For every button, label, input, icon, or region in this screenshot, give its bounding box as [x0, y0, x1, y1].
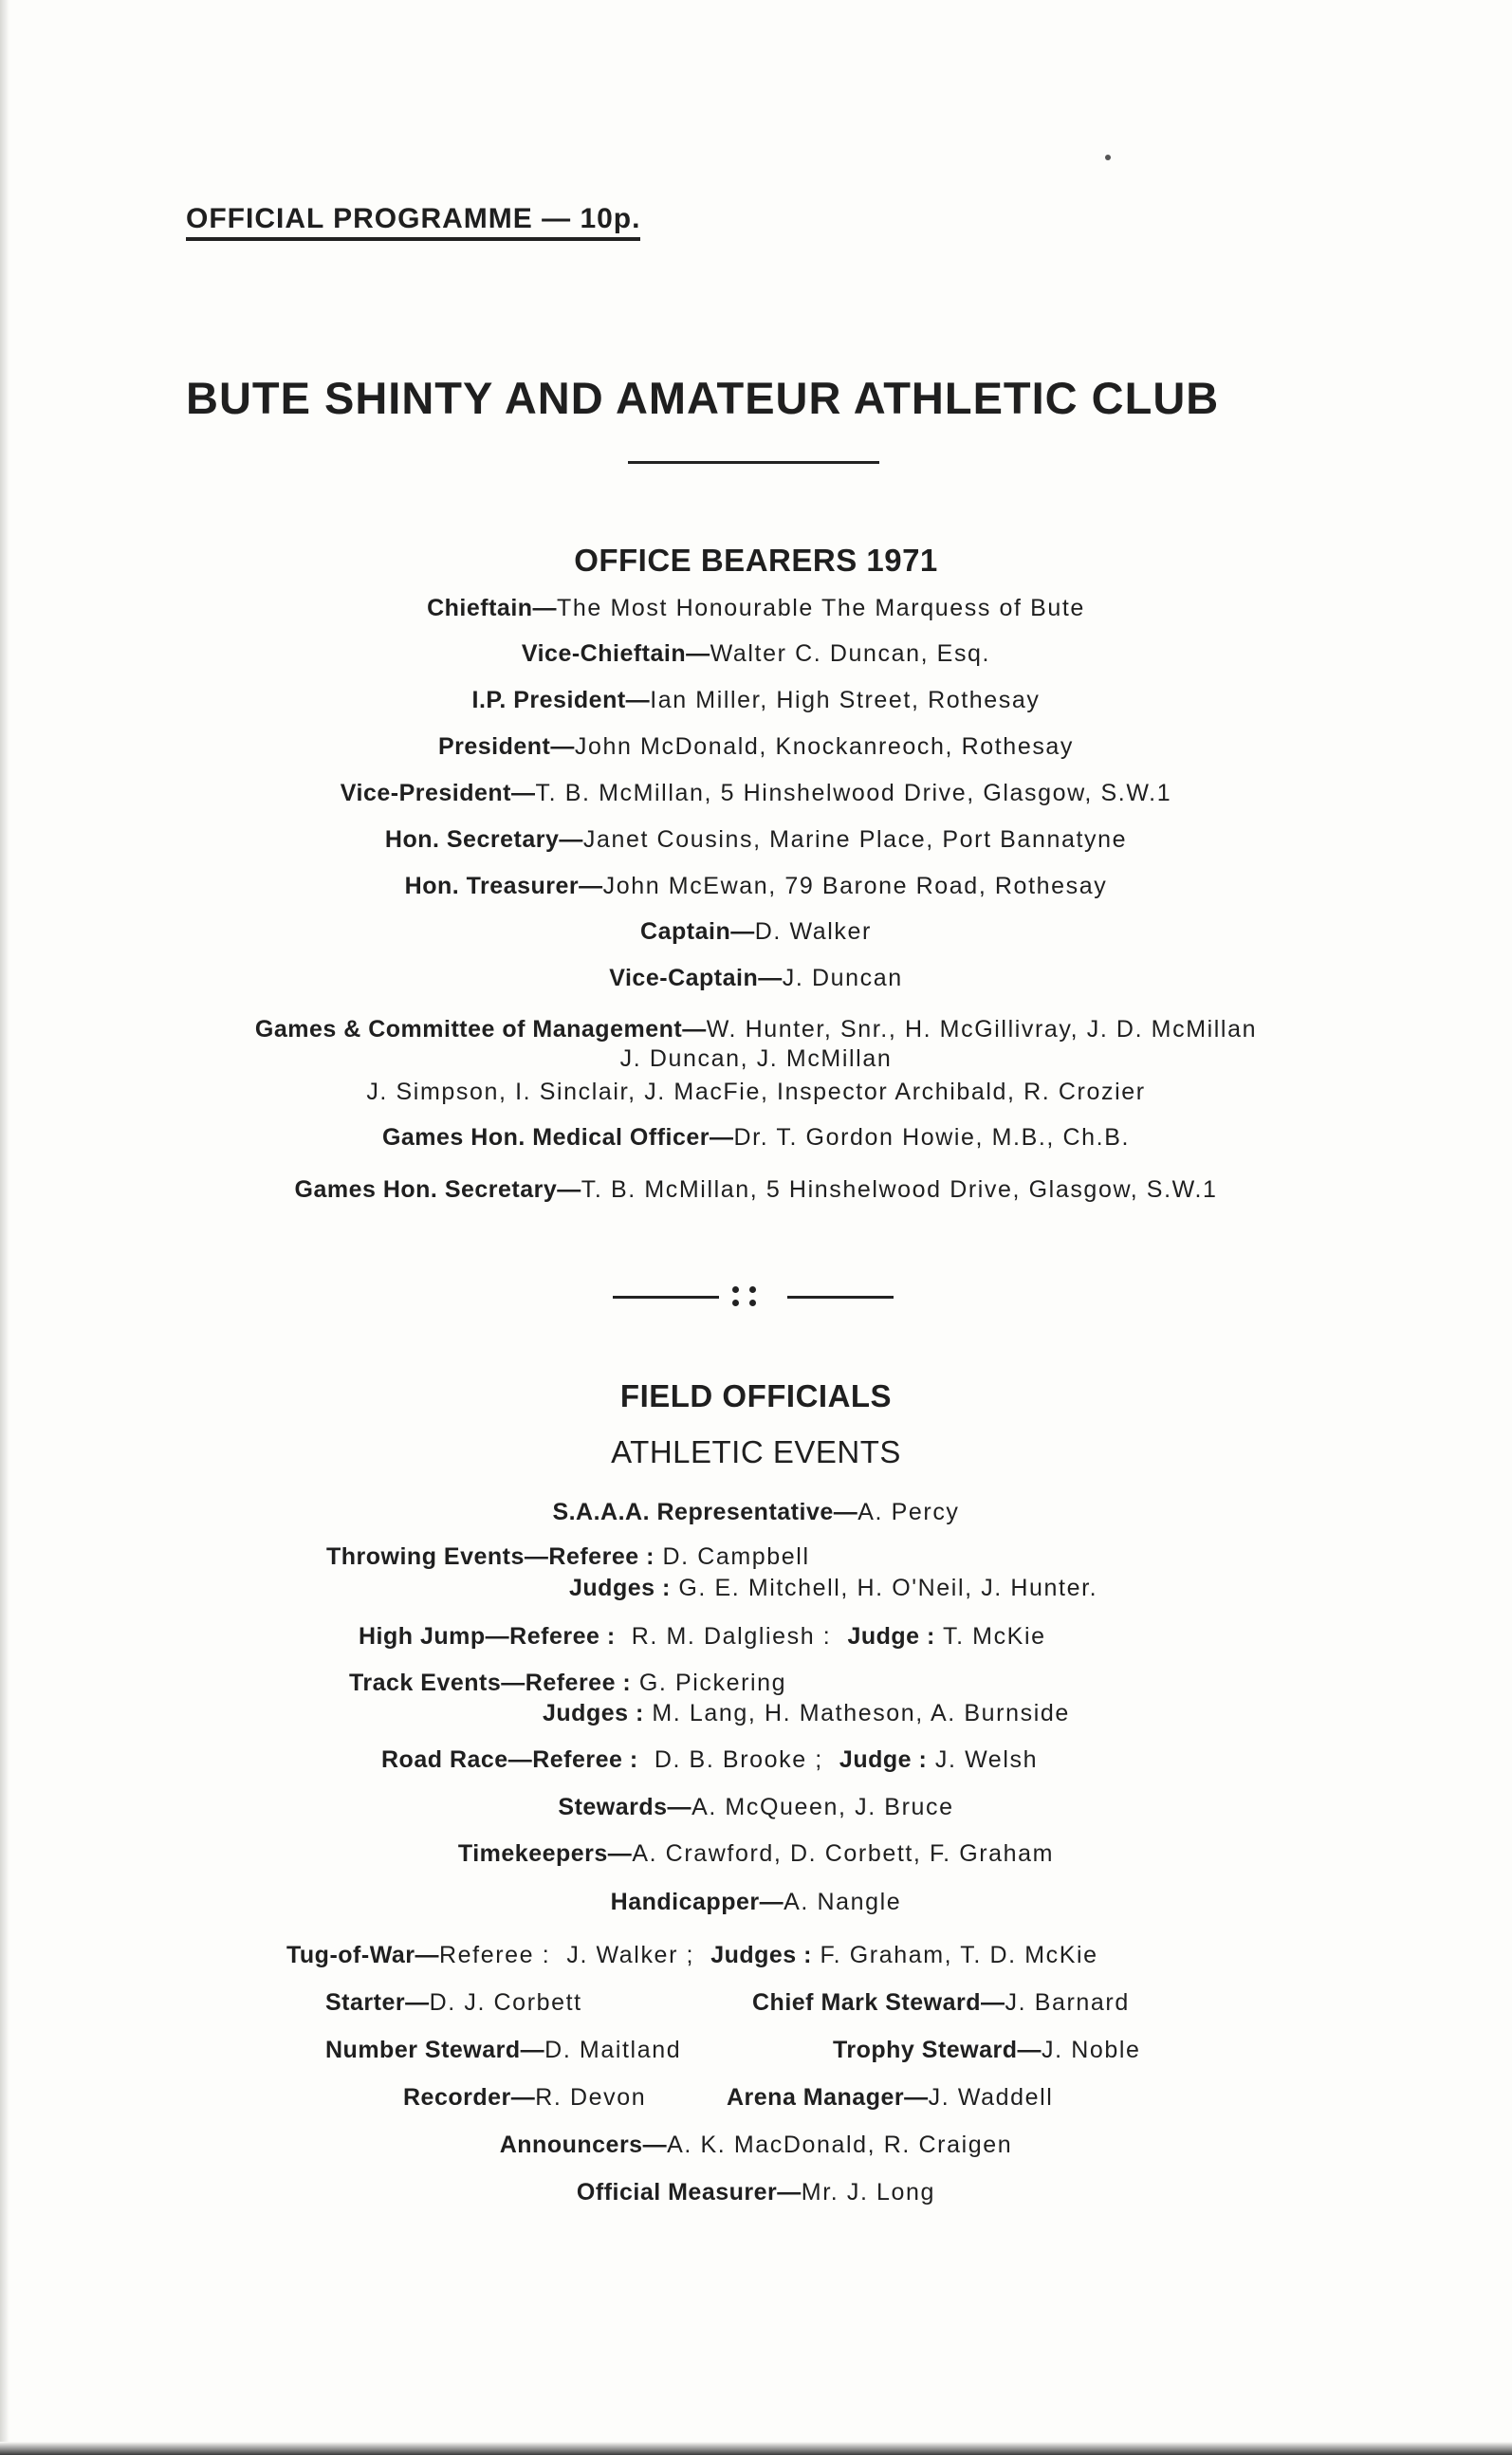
saaa-row: S.A.A.A. Representative—A. Percy [552, 1499, 960, 1525]
bearer-row: Vice-Captain—J. Duncan [609, 965, 903, 991]
page-edge [0, 0, 9, 2455]
trophy-steward-row: Trophy Steward—J. Noble [833, 2037, 1141, 2063]
number-steward-row: Number Steward—D. Maitland [325, 2037, 682, 2063]
stewards-row: Stewards—A. McQueen, J. Bruce [558, 1794, 954, 1820]
road-race-row: Road Race—Referee : D. B. Brooke ; Judge : J. Welsh [381, 1746, 1039, 1773]
games-secretary-row: Games Hon. Secretary—T. B. McMillan, 5 Hinshelwood Drive, Glasgow, S.W.1 [294, 1176, 1218, 1203]
bearer-row: President—John McDonald, Knockanreoch, Rothesay [437, 733, 1075, 760]
committee-row-3: J. Simpson, I. Sinclair, J. MacFie, Inspector Archibald, R. Crozier [366, 1079, 1146, 1105]
track-referee-row: Track Events—Referee : G. Pickering [349, 1670, 787, 1696]
throwing-referee-row: Throwing Events—Referee : D. Campbell [326, 1543, 810, 1570]
bearer-row: Hon. Secretary—Janet Cousins, Marine Place, Port Bannatyne [384, 826, 1128, 853]
committee-row-2: J. Duncan, J. McMillan [619, 1045, 893, 1072]
tug-of-war-row: Tug-of-War—Referee : J. Walker ; Judges : F. Graham, T. D. McKie [286, 1942, 1098, 1968]
high-jump-row: High Jump—Referee : R. M. Dalgliesh : Judge : T. McKie [359, 1623, 1046, 1650]
section-divider-colons [730, 1286, 759, 1307]
official-measurer-row: Official Measurer—Mr. J. Long [576, 2179, 936, 2206]
section-divider-right [787, 1296, 894, 1299]
bearer-row: Captain—D. Walker [640, 918, 872, 945]
bearer-row: Vice-President—T. B. McMillan, 5 Hinshelwood Drive, Glasgow, S.W.1 [340, 780, 1172, 806]
bearer-row: Vice-Chieftain—Walter C. Duncan, Esq. [521, 640, 991, 667]
bearer-row: Chieftain—The Most Honourable The Marquess of Bute [427, 595, 1085, 621]
office-bearers-heading: OFFICE BEARERS 1971 [574, 543, 938, 578]
athletic-events-heading: ATHLETIC EVENTS [611, 1434, 901, 1469]
page-shadow [0, 2442, 1512, 2455]
title-divider [628, 461, 879, 464]
medical-officer-row: Games Hon. Medical Officer—Dr. T. Gordon Howie, M.B., Ch.B. [381, 1124, 1131, 1151]
throwing-judges-row: Judges : G. E. Mitchell, H. O'Neil, J. Hunter. [569, 1575, 1098, 1601]
bearer-row: Hon. Treasurer—John McEwan, 79 Barone Road, Rothesay [404, 873, 1108, 899]
handicapper-row: Handicapper—A. Nangle [610, 1889, 902, 1915]
announcers-row: Announcers—A. K. MacDonald, R. Craigen [499, 2132, 1013, 2158]
starter-row: Starter—D. J. Corbett [325, 1989, 582, 2016]
bearer-row: I.P. President—Ian Miller, High Street, Rothesay [471, 687, 1041, 713]
section-divider-left [613, 1296, 719, 1299]
arena-manager-row: Arena Manager—J. Waddell [727, 2084, 1054, 2111]
chief-mark-steward-row: Chief Mark Steward—J. Barnard [752, 1989, 1130, 2016]
field-officials-heading: FIELD OFFICIALS [619, 1378, 893, 1413]
timekeepers-row: Timekeepers—A. Crawford, D. Corbett, F. Graham [457, 1840, 1055, 1867]
track-judges-row: Judges : M. Lang, H. Matheson, A. Burnside [543, 1700, 1070, 1726]
programme-price-header: OFFICIAL PROGRAMME — 10p. [186, 203, 640, 241]
recorder-row: Recorder—R. Devon [403, 2084, 647, 2111]
club-title: BUTE SHINTY AND AMATEUR ATHLETIC CLUB [186, 373, 1220, 423]
committee-row: Games & Committee of Management—W. Hunter, Snr., H. McGillivray, J. D. McMillan [254, 1016, 1258, 1043]
paper-speck [1105, 155, 1111, 160]
